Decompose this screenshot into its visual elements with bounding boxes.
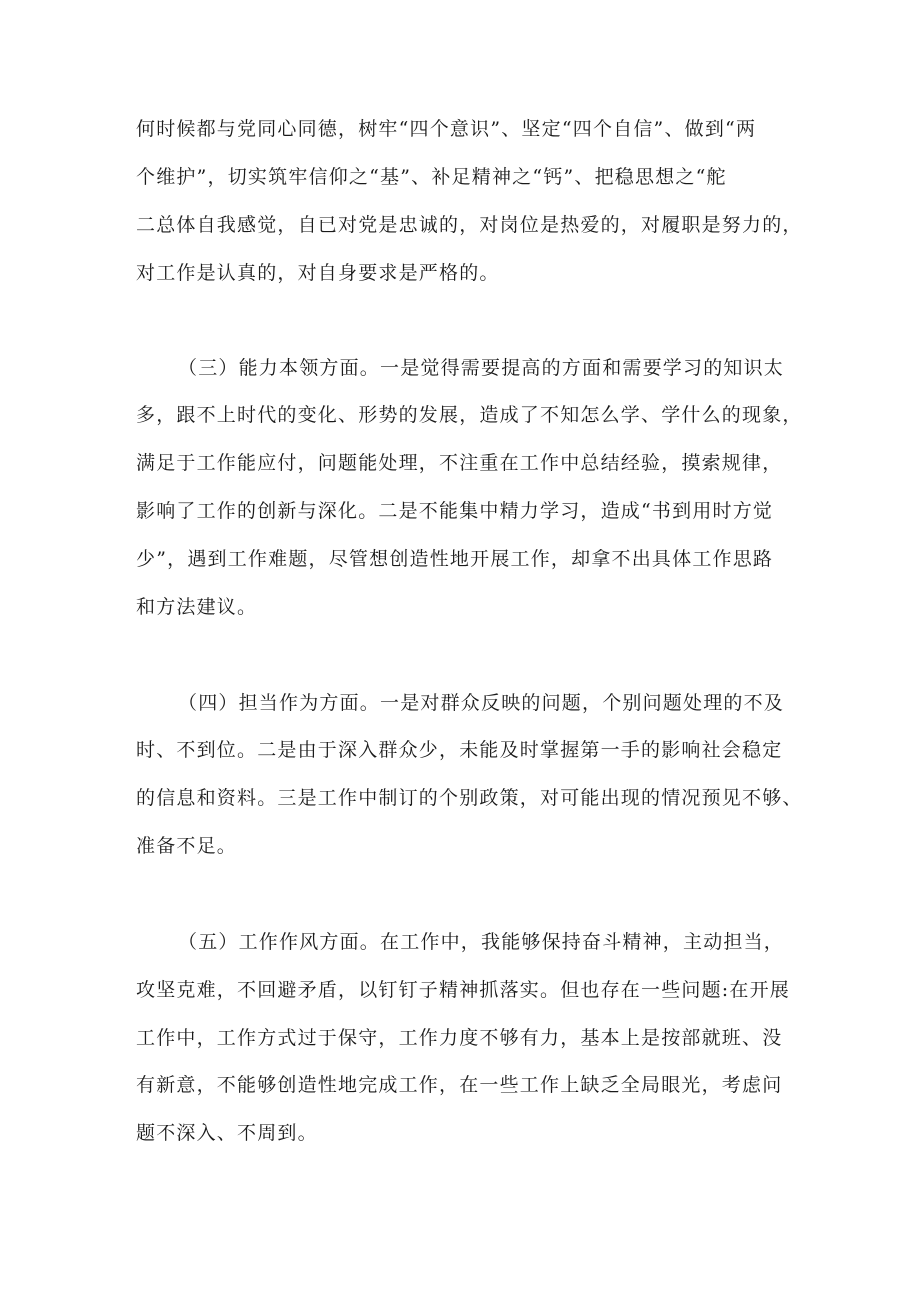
paragraph-line: 二总体自我感觉，自已对党是忠诚的，对岗位是热爱的，对履职是努力的， xyxy=(136,214,803,236)
section-heading-line: （三）能力本领方面。一是觉得需要提高的方面和需要学习的知识太 xyxy=(178,357,785,379)
paragraph-line: 少”，遇到工作难题，尽管想创造性地开展工作，却拿不出具体工作思路 xyxy=(136,548,774,570)
paragraph-line: 准备不足。 xyxy=(136,835,238,857)
paragraph-line: 对工作是认真的，对自身要求是严格的。 xyxy=(136,262,500,284)
section-heading-line: （四）担当作为方面。一是对群众反映的问题，个别问题处理的不及 xyxy=(178,692,785,714)
paragraph-line: 多，跟不上时代的变化、形势的发展，造成了不知怎么学、学什么的现象， xyxy=(136,404,803,426)
paragraph-line: 何时候都与党同心同德，树牢“四个意识”、坚定“四个自信”、做到“两 xyxy=(136,118,757,140)
section-heading-line: （五）工作作风方面。在工作中，我能够保持奋斗精神，主动担当， xyxy=(178,931,785,953)
paragraph-line: 有新意，不能够创造性地完成工作，在一些工作上缺乏全局眼光，考虑问 xyxy=(136,1074,783,1096)
paragraph-line: 的信息和资料。三是工作中制订的个别政策，对可能出现的情况预见不够、 xyxy=(136,787,803,809)
paragraph-line: 满足于工作能应付，问题能处理，不注重在工作中总结经验，摸索规律， xyxy=(136,452,783,474)
paragraph-line: 题不深入、不周到。 xyxy=(136,1122,318,1144)
paragraph-line: 影响了工作的创新与深化。二是不能集中精力学习，造成“书到用时方觉 xyxy=(136,500,774,522)
paragraph-line: 工作中，工作方式过于保守，工作力度不够有力，基本上是按部就班、没 xyxy=(136,1027,783,1049)
paragraph-line: 攻坚克难，不回避矛盾，以钉钉子精神抓落实。但也存在一些问题:在开展 xyxy=(136,979,791,1001)
paragraph-line: 个维护”，切实筑牢信仰之“基”、补足精神之“钙”、把稳思想之“舵 xyxy=(136,166,727,188)
paragraph-line: 和方法建议。 xyxy=(136,596,258,618)
paragraph-line: 时、不到位。二是由于深入群众少，未能及时掌握第一手的影响社会稳定 xyxy=(136,739,783,761)
